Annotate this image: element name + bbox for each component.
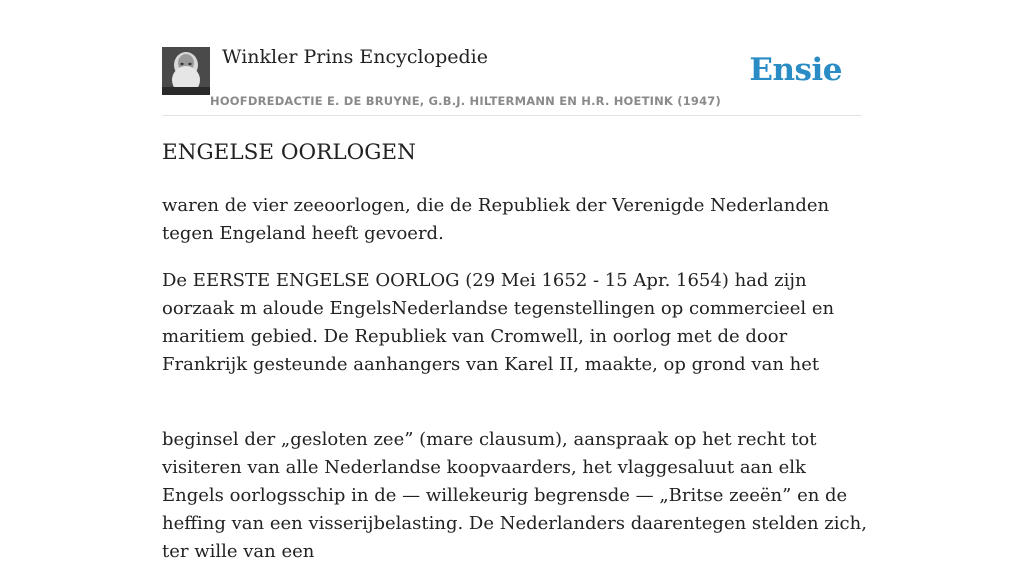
ensie-logo[interactable]: Ensie [749,52,842,88]
author-portrait-icon [162,47,210,95]
article-body [162,192,872,585]
article-title: ENGELSE OORLOGEN [162,140,416,165]
site-title[interactable]: Winkler Prins Encyclopedie [222,46,488,68]
article-paragraph-1: waren de vier zeeoorlogen, die de Republiek der Verenigde Nederlanden tegen Engeland heeft gevoerd. [162,195,830,244]
editors-subtitle: HOOFDREDACTIE E. DE BRUYNE, G.B.J. HILTERMANN EN H.R. HOETINK (1947) [210,94,721,108]
site-header [162,44,862,116]
article-paragraph-3: beginsel der „gesloten zee” (mare clausum), aanspraak op het recht tot visiteren van alle Nederlandse koopvaarders, het vlaggesaluut aan elk Engels oorlogsschip in de — willekeurig begrensde — „Britse zeeën” en de heffing van een visserijbelasting. De Nederlanders daarentegen stelden zich, ter wille van een [162,429,867,562]
article-paragraph-2: De EERSTE ENGELSE OORLOG (29 Mei 1652 - 15 Apr. 1654) had zijn oorzaak m aloude EngelsNederlandse tegenstellingen op commercieel en maritiem gebied. De Republiek van Cromwell, in oorlog met de door Frankrijk gesteunde aanhangers van Karel II, maakte, op grond van het [162,270,835,375]
